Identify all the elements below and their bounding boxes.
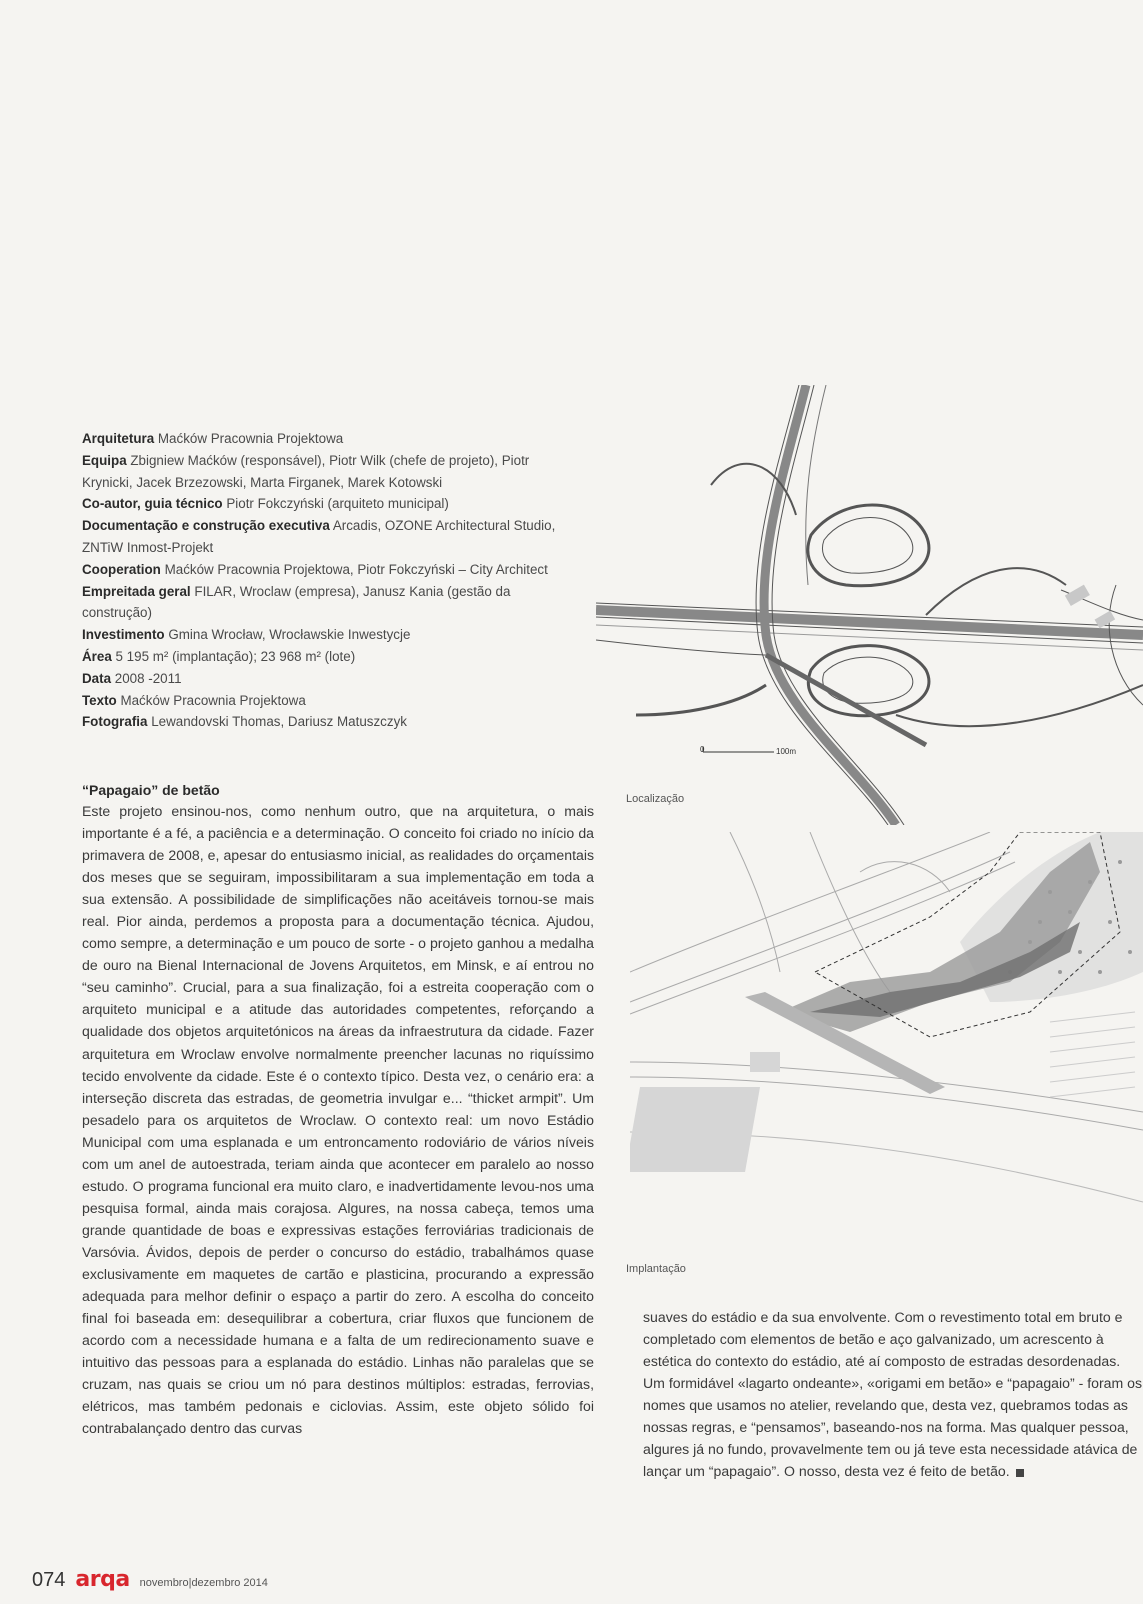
- credit-row: [82, 711, 582, 733]
- article: [82, 780, 594, 1439]
- credit-row: [82, 646, 582, 668]
- credit-value: Arcadis, OZONE Architectural Studio, ZNTiW Inmost-Projekt: [82, 518, 556, 555]
- credit-label: Co-autor, guia técnico: [82, 496, 223, 512]
- credit-row: [82, 668, 582, 690]
- credit-value: Zbigniew Maćków (responsável), Piotr Wilk (chefe de projeto), Piotr Krynicki, Jacek Brzezowski, Marta Firganek, Marek Kotowski: [82, 452, 530, 490]
- credit-label: Área: [82, 648, 112, 664]
- credit-label: Equipa: [82, 452, 127, 468]
- continuation-text: suaves do estádio e da sua envolvente. Com o revestimento total em bruto e completado com elementos de betão e aço galvanizado, um acrescento à estética do contexto do estádio, até aí composto de estradas desordenadas. Um formidável «lagarto ondeante», «origami em betão» e “papagaio” - foram os nomes que usamos no atelier, revelando que, desta vez, quebramos todas as nossas regras, e “pensamos”, baseando-nos na forma. Mas qualquer pessoa, algures já no fundo, provavelmente tem ou já teve esta necessidade atávica de lançar um “papagaio”. O nosso, desta vez é feito de betão.: [643, 1309, 1143, 1480]
- site-plan: [630, 832, 1143, 1207]
- end-mark-icon: [1016, 1469, 1024, 1477]
- credit-label: Cooperation: [82, 561, 161, 577]
- credit-value: Maćków Pracownia Projektowa: [157, 431, 344, 446]
- credit-row: [82, 493, 582, 515]
- article-title: “Papagaio” de betão: [82, 782, 220, 798]
- page-number: 074: [32, 1569, 66, 1591]
- credits-block: [82, 428, 582, 733]
- site-plan-drawing: [630, 832, 1143, 1207]
- credit-label: Empreitada geral: [82, 583, 191, 599]
- credit-row: [82, 515, 582, 559]
- credit-value: Gmina Wrocław, Wrocławskie Inwestycje: [168, 627, 411, 643]
- credit-value: Lewandovski Thomas, Dariusz Matuszczyk: [151, 714, 407, 730]
- credit-value: 5 195 m² (implantação); 23 968 m² (lote): [115, 648, 356, 664]
- credit-row: [82, 581, 582, 625]
- location-map: [596, 385, 1143, 825]
- credit-row: [82, 624, 582, 646]
- credit-row: [82, 428, 582, 450]
- credit-label: Fotografia: [82, 714, 148, 730]
- credit-label: Arquitetura: [82, 431, 155, 446]
- scale-end-label: 100m: [776, 747, 797, 756]
- scale-start-label: 0: [700, 745, 705, 754]
- credit-value: FILAR, Wroclaw (empresa), Janusz Kania (gestão da construção): [82, 583, 511, 621]
- credit-value: Maćków Pracownia Projektowa, Piotr Fokczyński – City Architect: [164, 561, 548, 577]
- magazine-logo: arqa: [75, 1567, 130, 1592]
- credit-label: Texto: [82, 692, 117, 708]
- page-footer: [32, 1567, 268, 1592]
- credit-row: [82, 559, 582, 581]
- credit-row: [82, 450, 582, 494]
- credit-label: Data: [82, 670, 112, 686]
- credit-value: Maćków Pracownia Projektowa: [120, 692, 306, 708]
- credit-value: 2008 -2011: [114, 670, 182, 686]
- credit-label: Documentação e construção executiva: [82, 518, 330, 534]
- article-continuation: [643, 1306, 1143, 1482]
- location-map-drawing: [596, 385, 1143, 825]
- location-caption: Localização: [626, 793, 685, 805]
- credit-label: Investimento: [82, 627, 165, 643]
- site-plan-caption: Implantação: [626, 1263, 686, 1275]
- issue-date: novembro|dezembro 2014: [139, 1577, 268, 1589]
- article-body: Este projeto ensinou-nos, como nenhum outro, que na arquitetura, o mais importante é a fé, a paciência e a determinação. O conceito foi criado no início da primavera de 2008, e, apesar do entusiasmo inicial, as realidades do orçamentais dos meses que se seguiram, impossibilitaram a sua implementação em toda a sua extensão. A possibilidade de simplificações não aceitáveis tornou-se mais real. Pior ainda, perdemos a proposta para a documentação técnica. Ajudou, como sempre, a determinação e um pouco de sorte - o projeto ganhou a medalha de ouro na Bienal Internacional de Jovens Arquitetos, em Minsk, e aí entrou no “seu caminho”. Crucial, para a sua finalização, foi a estreita cooperação com o arquiteto municipal e a atitude das autoridades competentes, reforçando a qualidade dos objetos arquitetónicos na áreas da infraestrutura da cidade. Fazer arquitetura em Wroclaw envolve normalmente preencher lacunas no riquíssimo tecido envolvente da cidade. Este é o contexto típico. Desta vez, o cenário era: a interseção discreta das estradas, de geometria invulgar e... “thicket armpit”. Um pesadelo para os arquitetos de Wroclaw. O contexto real: um novo Estádio Municipal com uma esplanada e um entroncamento rodoviário de vários níveis com um anel de autoestrada, teriam ainda que acontecer em paralelo ao nosso estudo. O programa funcional era muito claro, e inadvertidamente levou-nos uma pesquisa formal, ainda mais corajosa. Algures, na nossa cabeça, temos uma grande quantidade de boas e expressivas estações ferroviárias tradicionais de Varsóvia. Ávidos, depois de perder o concurso do estádio, trabalhámos quase exclusivamente em maquetes de cartão e plasticina, procurando a expressão adequada para melhor definir o espaço a partir do zero. A escolha do conceito final foi baseada em: desequilibrar a cobertura, criar fluxos que funcionem de acordo com a necessidade humana e a falta de um redirecionamento suave e intuitivo das pessoas para a esplanada do estádio. Linhas não paralelas que se cruzam, nas quais se criou um nó para destinos múltiplos: estradas, ferrovias, elétricos, mas também pedonais e ciclovias. Assim, este objeto sólido foi contrabalançado dentro das curvas: [82, 803, 594, 1437]
- credit-row: [82, 690, 582, 712]
- credit-value: Piotr Fokczyński (arquiteto municipal): [226, 496, 449, 512]
